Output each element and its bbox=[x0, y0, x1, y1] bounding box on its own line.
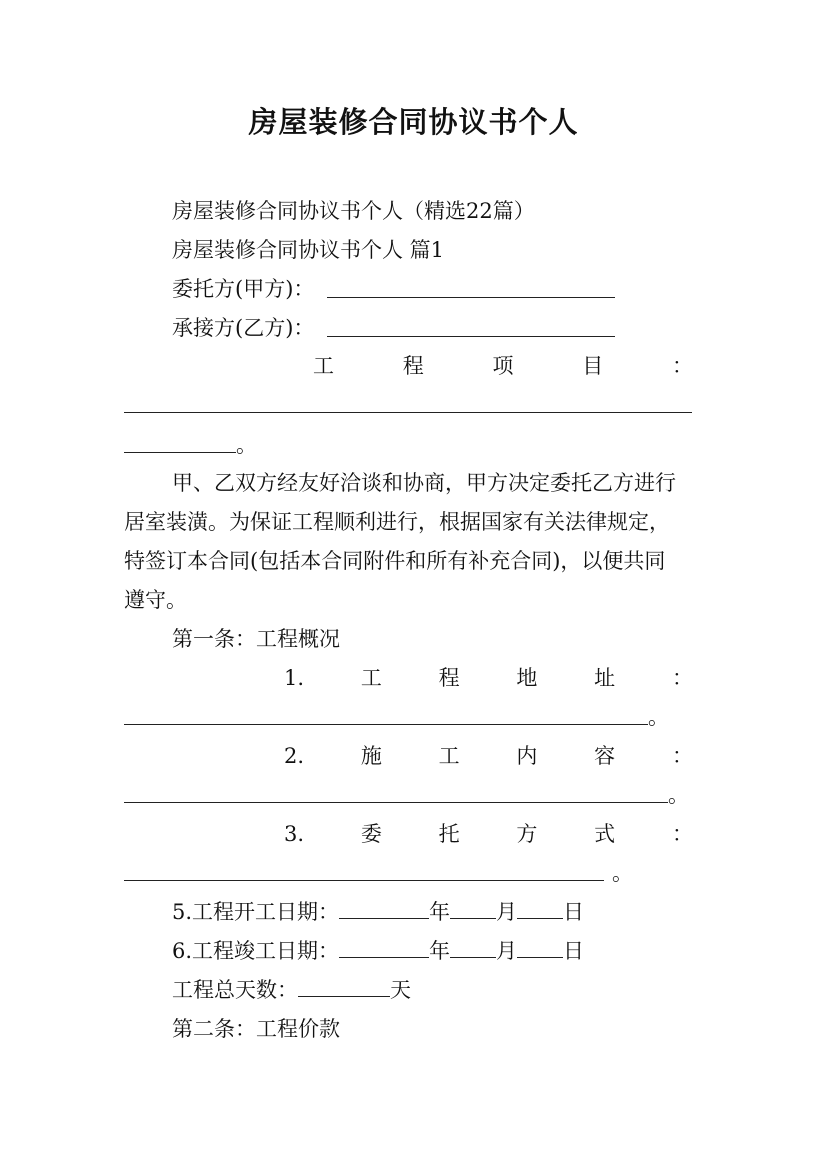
item-1-label bbox=[284, 665, 693, 691]
end-date-line bbox=[172, 938, 584, 964]
year-unit: 年 bbox=[429, 939, 451, 963]
day-unit: 日 bbox=[563, 939, 585, 963]
project-char: 项 bbox=[492, 354, 514, 378]
day-unit: 日 bbox=[563, 900, 585, 924]
document-subtitle: 房屋装修合同协议书个人（精选22篇） bbox=[172, 199, 535, 223]
start-year-blank bbox=[339, 917, 429, 919]
item-1-char: 工 bbox=[360, 666, 382, 690]
party-a-label: 委托方(甲方)： bbox=[172, 277, 315, 301]
total-days-line bbox=[172, 977, 411, 1003]
party-b-blank bbox=[327, 336, 615, 337]
section-heading: 房屋装修合同协议书个人 篇1 bbox=[172, 238, 445, 262]
start-date-label: 5.工程开工日期： bbox=[172, 900, 340, 924]
item-1-char: 地 bbox=[516, 666, 538, 690]
item-1-char: 1. bbox=[284, 666, 305, 690]
party-b-label: 承接方(乙方)： bbox=[172, 316, 315, 340]
paragraph-line: 甲、乙双方经友好洽谈和协商，甲方决定委托乙方进行 bbox=[172, 471, 676, 495]
item-2-label bbox=[284, 743, 693, 769]
project-char: 目 bbox=[582, 354, 604, 378]
month-unit: 月 bbox=[496, 939, 518, 963]
project-char: 工 bbox=[313, 354, 334, 378]
item-2-char: ： bbox=[671, 744, 693, 768]
start-day-blank bbox=[517, 917, 563, 919]
start-date-line bbox=[172, 899, 584, 925]
end-month-blank bbox=[450, 956, 496, 958]
days-unit: 天 bbox=[390, 978, 411, 1002]
paragraph-line: 居室装潢。为保证工程顺利进行，根据国家有关法律规定， bbox=[124, 510, 670, 534]
project-blank-2 bbox=[124, 452, 236, 453]
paragraph-line: 特签订本合同(包括本合同附件和所有补充合同)，以便共同 bbox=[124, 549, 666, 573]
end-year-blank bbox=[339, 956, 429, 958]
article-1-heading: 第一条：工程概况 bbox=[172, 627, 340, 651]
item-1-period: 。 bbox=[648, 705, 669, 729]
item-2-char: 2. bbox=[284, 744, 305, 768]
party-a-blank bbox=[327, 297, 615, 298]
document-title: 房屋装修合同协议书个人 bbox=[248, 105, 579, 139]
start-month-blank bbox=[450, 917, 496, 919]
item-2-blank bbox=[124, 802, 668, 803]
item-3-char: 托 bbox=[438, 822, 460, 846]
end-date-label: 6.工程竣工日期： bbox=[172, 939, 340, 963]
item-1-blank bbox=[124, 724, 648, 725]
item-1-char: ： bbox=[671, 666, 693, 690]
total-days-label: 工程总天数： bbox=[172, 978, 298, 1002]
project-char: ： bbox=[672, 354, 693, 378]
item-2-char: 容 bbox=[594, 744, 616, 768]
total-days-blank bbox=[298, 995, 390, 997]
paragraph-line: 遵守。 bbox=[124, 588, 187, 612]
project-blank-1 bbox=[124, 412, 692, 413]
item-2-char: 施 bbox=[360, 744, 382, 768]
item-3-blank bbox=[124, 880, 604, 881]
item-2-period: 。 bbox=[668, 783, 689, 807]
item-3-char: 式 bbox=[594, 822, 616, 846]
item-2-char: 内 bbox=[516, 744, 538, 768]
end-day-blank bbox=[517, 956, 563, 958]
month-unit: 月 bbox=[496, 900, 518, 924]
item-2-char: 工 bbox=[438, 744, 460, 768]
item-1-char: 程 bbox=[438, 666, 460, 690]
item-3-char: ： bbox=[671, 822, 693, 846]
project-period: 。 bbox=[236, 433, 257, 457]
item-3-char: 委 bbox=[360, 822, 382, 846]
project-char: 程 bbox=[402, 354, 424, 378]
item-1-char: 址 bbox=[594, 666, 616, 690]
project-label bbox=[313, 353, 693, 379]
item-3-label bbox=[284, 821, 693, 847]
article-2-heading: 第二条：工程价款 bbox=[172, 1017, 340, 1041]
item-3-period: 。 bbox=[612, 861, 633, 885]
item-3-char: 3. bbox=[284, 822, 305, 846]
item-3-char: 方 bbox=[516, 822, 538, 846]
year-unit: 年 bbox=[429, 900, 451, 924]
